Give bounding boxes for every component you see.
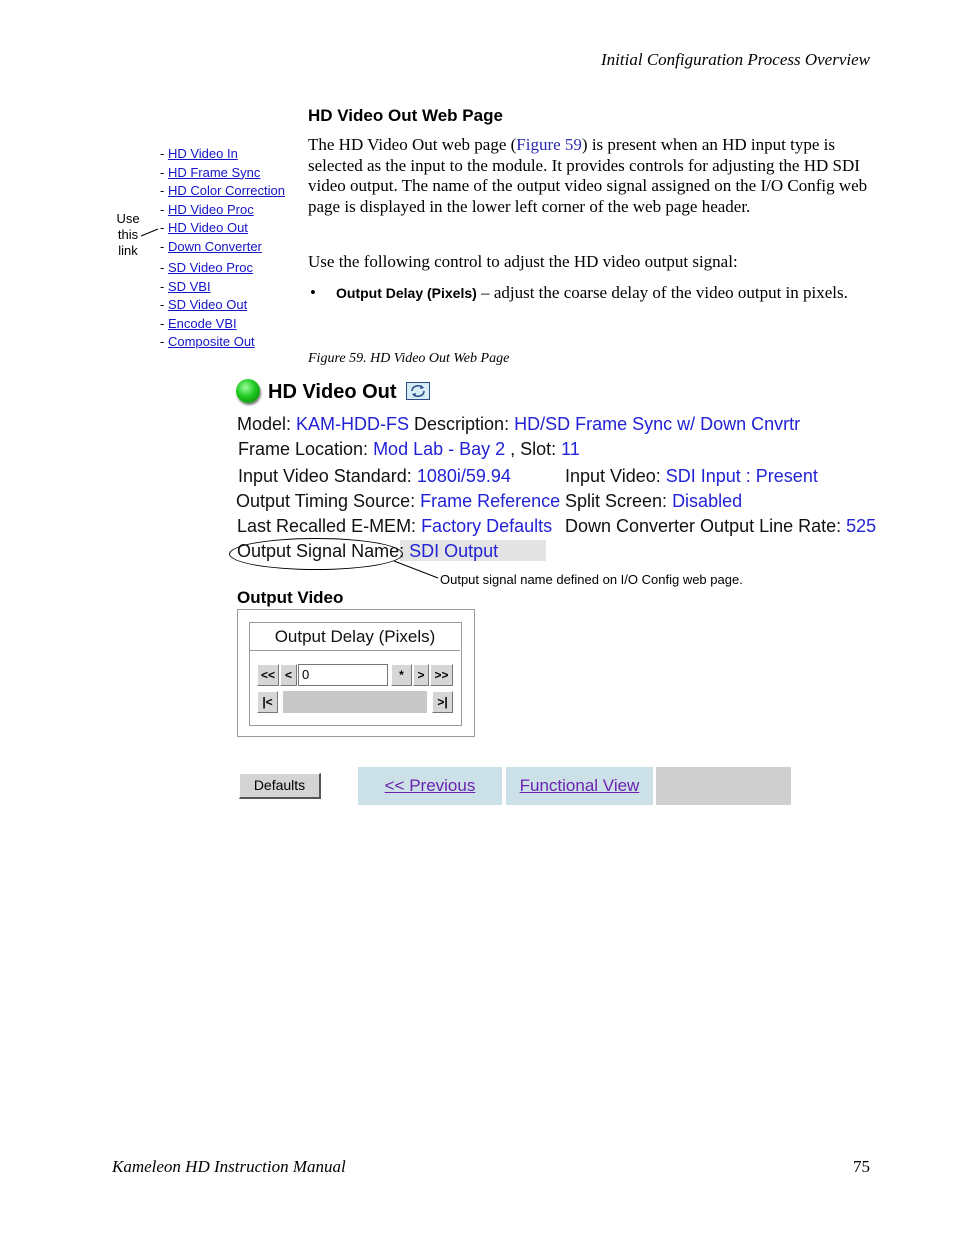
callout-leader-line: [394, 561, 438, 578]
nav-dash: -: [160, 146, 168, 161]
description-label: Description:: [409, 414, 515, 434]
output-timing-source-value: Frame Reference: [420, 491, 561, 511]
description-value: HD/SD Frame Sync w/ Down Cnvrtr: [514, 414, 801, 434]
model-value: KAM-HDD-FS: [296, 414, 410, 434]
nav-item-hd-color-correction: [160, 182, 285, 201]
nav-item-down-converter: [160, 238, 285, 257]
frame-location-line: [238, 439, 580, 460]
nav-dash: -: [160, 220, 168, 235]
nav-item-sd-vbi: [160, 278, 285, 297]
nav-link-hd-video-proc[interactable]: HD Video Proc: [167, 201, 254, 217]
output-signal-name-value: SDI Output: [409, 541, 499, 561]
web-page-title: HD Video Out: [268, 381, 397, 403]
frame-location-label: Frame Location:: [238, 439, 374, 459]
increment-button[interactable]: >: [413, 664, 429, 686]
nav-item-hd-video-in: [160, 145, 285, 164]
nav-dash: -: [160, 297, 168, 312]
input-video-standard-label: Input Video Standard:: [238, 466, 417, 486]
nav-link-hd-video-out[interactable]: HD Video Out: [167, 220, 248, 235]
split-screen-value: Disabled: [672, 491, 743, 511]
nav-dash: -: [160, 278, 168, 294]
use-link-leader-line: [141, 229, 158, 236]
control-intro-paragraph: Use the following control to adjust the HD video output signal:: [308, 252, 738, 271]
delay-slider-track[interactable]: [283, 691, 427, 713]
page-number: 75: [853, 1157, 870, 1176]
callout-word: link: [118, 243, 138, 258]
output-video-heading: Output Video: [237, 588, 344, 607]
web-page-nav-menu: [160, 145, 285, 352]
output-delay-label: Output Delay (Pixels): [250, 623, 460, 651]
output-timing-source-label: Output Timing Source:: [236, 491, 421, 511]
running-header: Initial Configuration Process Overview: [601, 50, 870, 69]
nav-link-hd-color-correction[interactable]: HD Color Correction: [167, 183, 285, 198]
nav-item-hd-video-out: [160, 219, 285, 238]
nav-link-down-converter[interactable]: Down Converter: [167, 238, 262, 254]
nav-dash: -: [160, 183, 168, 198]
defaults-button[interactable]: Defaults: [239, 773, 321, 799]
nav-item-sd-video-proc: [160, 259, 285, 278]
bullet-item: [336, 283, 868, 304]
callout-ellipse: [229, 538, 403, 570]
split-screen-line: [565, 491, 742, 512]
down-converter-label: Down Converter Output Line Rate:: [565, 516, 847, 536]
nav-item-sd-video-out: [160, 296, 285, 315]
intro-text-after: ) is present when an HD input type is selected as the input to the module. It provides controls for adjusting the HD SDI video output. The name of the output video signal assigned on the I/O Config web page is displayed in the lower left corner of the web page header.: [308, 135, 868, 216]
slider-end-button[interactable]: >|: [432, 691, 453, 713]
nav-item-hd-frame-sync: [160, 164, 285, 183]
previous-nav-cell: [358, 767, 502, 805]
nav-link-encode-vbi[interactable]: Encode VBI: [167, 315, 237, 331]
nav-dash: -: [160, 164, 168, 180]
empty-nav-cell: [656, 767, 791, 805]
functional-view-link[interactable]: Functional View: [519, 776, 640, 795]
nav-item-hd-video-proc: [160, 201, 285, 220]
coarse-decrement-button[interactable]: <<: [257, 664, 279, 686]
running-footer: Kameleon HD Instruction Manual: [112, 1157, 346, 1176]
output-delay-input[interactable]: 0: [298, 664, 388, 686]
input-video-value: SDI Input : Present: [665, 466, 818, 486]
decrement-button[interactable]: <: [280, 664, 297, 686]
nav-link-sd-video-proc[interactable]: SD Video Proc: [167, 260, 253, 275]
bullet-term: Output Delay (Pixels): [336, 285, 477, 301]
slider-home-button[interactable]: |<: [257, 691, 278, 713]
split-screen-label: Split Screen:: [565, 491, 673, 511]
input-video-standard-value: 1080i/59.94: [416, 466, 511, 486]
nav-link-sd-video-out[interactable]: SD Video Out: [167, 297, 248, 312]
output-signal-name-label: Output Signal Name:: [237, 541, 410, 561]
intro-paragraph: [308, 135, 868, 217]
signal-name-callout: Output signal name defined on I/O Config web page.: [440, 572, 743, 587]
previous-link[interactable]: << Previous: [384, 776, 476, 795]
input-video-line: [565, 466, 818, 487]
callout-word: this: [117, 227, 139, 242]
input-video-standard-line: [238, 466, 511, 487]
nav-item-encode-vbi: [160, 315, 285, 334]
slot-value: 11: [561, 439, 580, 459]
down-converter-rate-line: [565, 516, 876, 537]
last-recalled-label: Last Recalled E-MEM:: [237, 516, 422, 536]
frame-location-value: Mod Lab - Bay 2: [373, 439, 506, 459]
output-timing-source-line: [236, 491, 560, 512]
nav-dash: -: [160, 260, 168, 275]
nav-link-hd-frame-sync[interactable]: HD Frame Sync: [167, 164, 261, 180]
input-video-label: Input Video:: [565, 466, 666, 486]
nav-dash: -: [160, 201, 168, 217]
nav-dash: -: [160, 315, 168, 331]
nav-link-hd-video-in[interactable]: HD Video In: [167, 146, 238, 161]
bullet-marker: •: [310, 283, 316, 302]
down-converter-value: 525: [846, 516, 877, 536]
callout-word: Use: [116, 211, 140, 226]
use-this-link-callout: [114, 211, 142, 259]
coarse-increment-button[interactable]: >>: [430, 664, 453, 686]
slot-label: , Slot:: [505, 439, 562, 459]
reset-button[interactable]: *: [391, 664, 412, 686]
nav-item-composite-out: [160, 333, 285, 352]
section-title: HD Video Out Web Page: [308, 106, 503, 125]
nav-link-sd-vbi[interactable]: SD VBI: [167, 278, 211, 294]
last-recalled-value: Factory Defaults: [421, 516, 553, 536]
status-led-icon: [236, 379, 260, 403]
last-recalled-emem-line: [237, 516, 552, 537]
model-label: Model:: [237, 414, 297, 434]
model-description-line: [237, 414, 800, 435]
refresh-icon[interactable]: [406, 382, 430, 400]
figure-reference-link[interactable]: Figure 59: [516, 135, 582, 154]
functional-view-nav-cell: [506, 767, 653, 805]
bullet-description: – adjust the coarse delay of the video output in pixels.: [476, 283, 848, 302]
nav-dash: -: [160, 334, 168, 349]
nav-link-composite-out[interactable]: Composite Out: [167, 334, 255, 349]
figure-caption: Figure 59. HD Video Out Web Page: [308, 351, 510, 366]
intro-text-before: The HD Video Out web page (: [308, 135, 517, 154]
nav-dash: -: [160, 238, 168, 254]
